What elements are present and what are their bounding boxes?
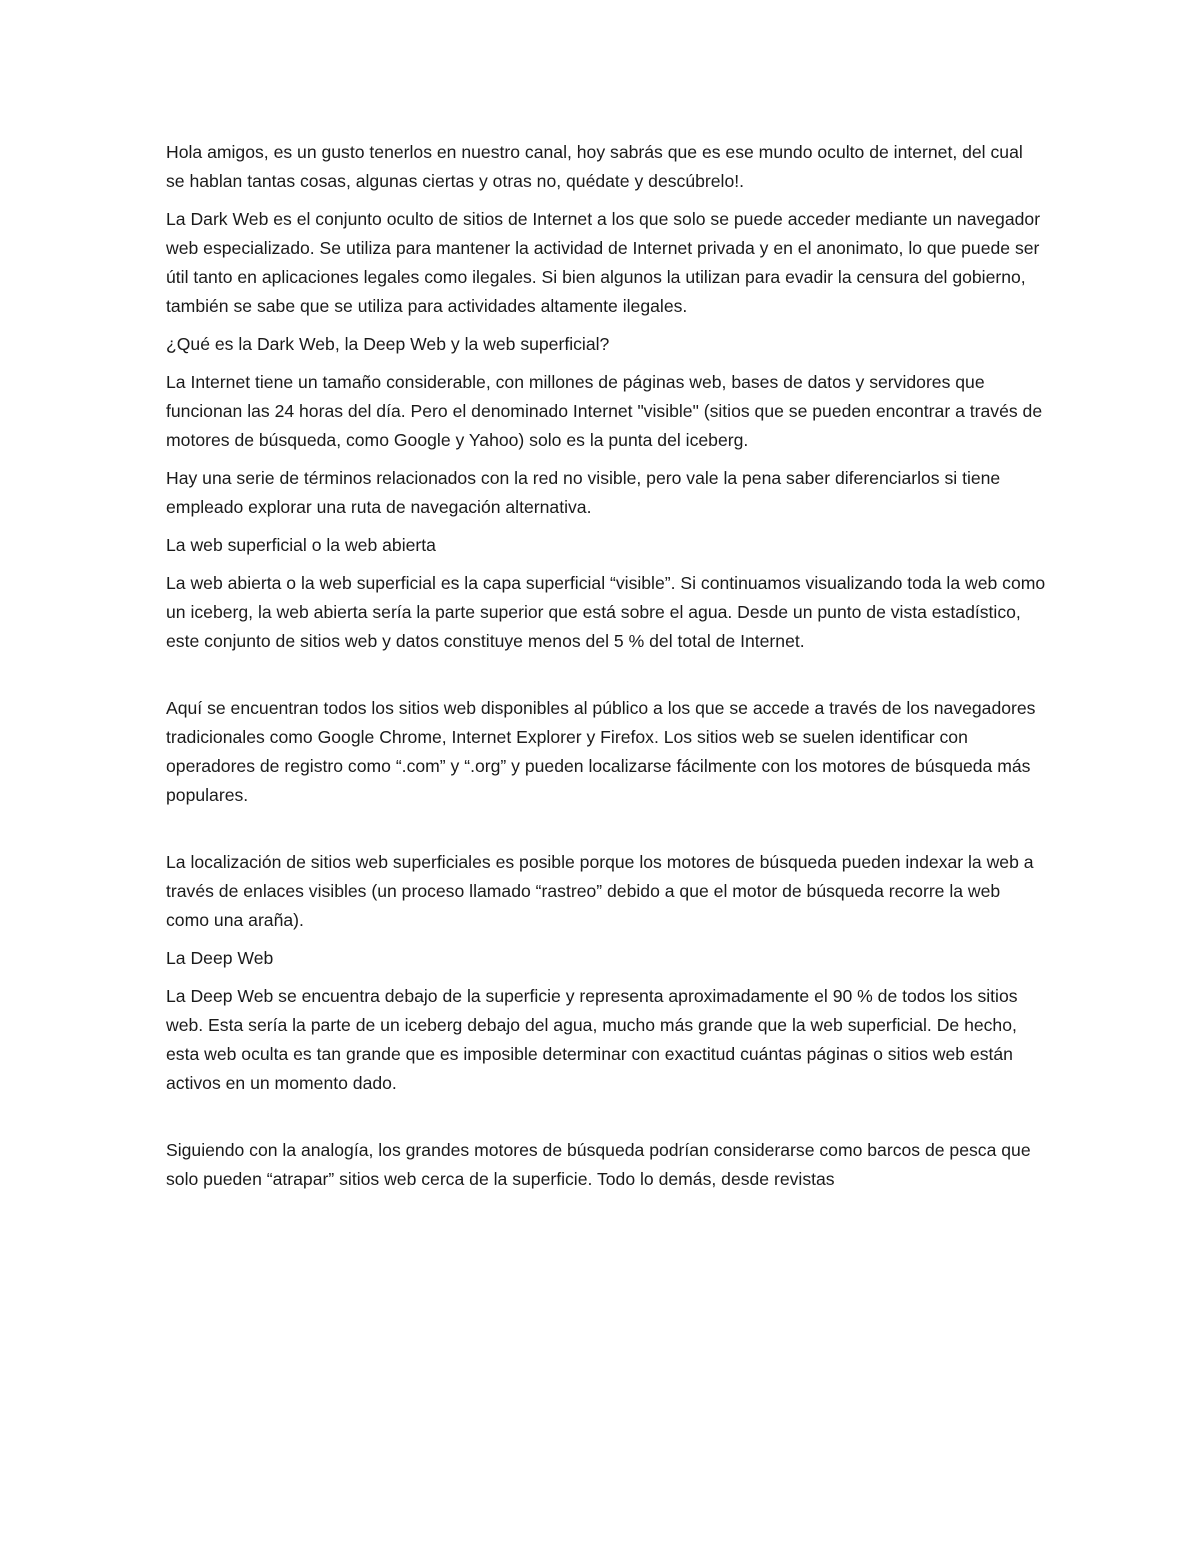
terms-paragraph: Hay una serie de términos relacionados con la red no visible, pero vale la pena saber diferenciarlos si tiene empleado explorar una ruta de navegación alternativa. (166, 468, 1001, 517)
surface-web-paragraph: La web abierta o la web superficial es la capa superficial “visible”. Si continuamos visualizando toda la web como un iceberg, la web abierta sería la parte superior que está sobre el agua. Desde un punto de vista estadístico, este conjunto de sitios web y datos constituye menos del 5 % del total de Internet. (166, 573, 1046, 651)
intro-paragraph: Hola amigos, es un gusto tenerlos en nuestro canal, hoy sabrás que es ese mundo oculto de internet, del cual se hablan tantas cosas, algunas ciertas y otras no, quédate y descúbrelo!. (166, 142, 1023, 191)
localization-paragraph: La localización de sitios web superficiales es posible porque los motores de búsqueda pueden indexar la web a través de enlaces visibles (un proceso llamado “rastreo” debido a que el motor de búsqueda recorre la web como una araña). (166, 852, 1034, 930)
surface-web-heading: La web superficial o la web abierta (166, 535, 436, 555)
document-body (166, 138, 1046, 1203)
deep-web-paragraph: La Deep Web se encuentra debajo de la superficie y representa aproximadamente el 90 % de todos los sitios web. Esta sería la parte de un iceberg debajo del agua, mucho más grande que la web superficial. De hecho, esta web oculta es tan grande que es imposible determinar con exactitud cuántas páginas o sitios web están activos en un momento dado. (166, 986, 1018, 1093)
deep-web-heading: La Deep Web (166, 948, 274, 968)
internet-size-paragraph: La Internet tiene un tamaño considerable, con millones de páginas web, bases de datos y servidores que funcionan las 24 horas del día. Pero el denominado Internet "visible" (sitios que se pueden encontrar a través de motores de búsqueda, como Google y Yahoo) solo es la punta del iceberg. (166, 372, 1043, 450)
analogy-paragraph: Siguiendo con la analogía, los grandes motores de búsqueda podrían considerarse como barcos de pesca que solo pueden “atrapar” sitios web cerca de la superficie. Todo lo demás, desde revistas (166, 1140, 1031, 1189)
section-question-heading: ¿Qué es la Dark Web, la Deep Web y la web superficial? (166, 334, 610, 354)
dark-web-definition-paragraph: La Dark Web es el conjunto oculto de sitios de Internet a los que solo se puede acceder mediante un navegador web especializado. Se utiliza para mantener la actividad de Internet privada y en el anonimato, lo que puede ser útil tanto en aplicaciones legales como ilegales. Si bien algunos la utilizan para evadir la censura del gobierno, también se sabe que se utiliza para actividades altamente ilegales. (166, 209, 1041, 316)
public-sites-paragraph: Aquí se encuentran todos los sitios web disponibles al público a los que se accede a través de los navegadores tradicionales como Google Chrome, Internet Explorer y Firefox. Los sitios web se suelen identificar con operadores de registro como “.com” y “.org” y pueden localizarse fácilmente con los motores de búsqueda más populares. (166, 698, 1036, 805)
